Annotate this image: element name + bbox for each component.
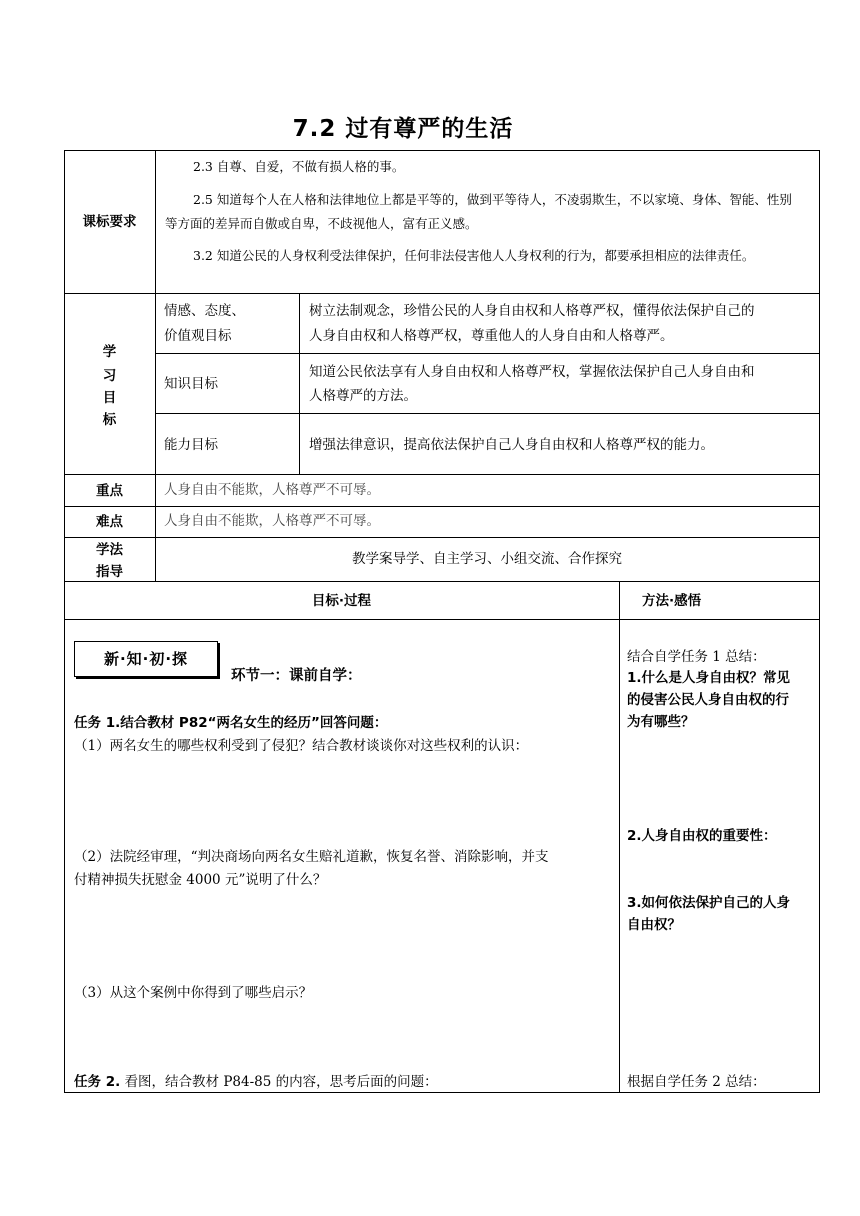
difficulty-label: 难点 <box>96 514 123 530</box>
key-point-text: 人身自由不能欺，人格尊严不可辱。 <box>164 482 380 498</box>
goal-name-ability: 能力目标 <box>164 437 218 453</box>
process-header-right: 方法·感悟 <box>642 593 702 609</box>
table-divider <box>64 474 820 475</box>
curriculum-item: 2.3 自尊、自爱，不做有损人格的事。 <box>193 159 405 174</box>
table-divider <box>155 413 820 414</box>
goal-name-knowledge: 知识目标 <box>164 376 218 392</box>
table-border-left <box>64 150 65 1093</box>
goal-name-emotion: 情感、态度、 <box>164 303 245 319</box>
goal-text-knowledge: 知道公民依法享有人身自由权和人格尊严权，掌握依法保护自己人身自由和 <box>309 364 755 380</box>
task1-question-1: （1）两名女生的哪些权利受到了侵犯？结合教材谈谈你对这些权利的认识： <box>74 738 529 754</box>
table-divider <box>64 293 820 294</box>
task2-title <box>74 1070 438 1094</box>
task1-question-2: （2）法院经审理，“判决商场向两名女生赔礼道歉，恢复名誉、消除影响，并支 <box>74 849 549 865</box>
method-label: 指导 <box>96 564 123 580</box>
table-column-divider <box>299 293 300 474</box>
table-divider <box>64 537 820 538</box>
method-text: 教学案导学、自主学习、小组交流、合作探究 <box>352 551 622 567</box>
curriculum-item: 2.5 知道每个人在人格和法律地位上都是平等的，做到平等待人，不凌弱欺生，不以家境、身体、智能、性别 <box>193 192 792 207</box>
table-border-right <box>819 150 820 1093</box>
method-label: 学法 <box>96 542 123 558</box>
task1-question-3: （3）从这个案例中你得到了哪些启示？ <box>74 985 313 1001</box>
difficulty-text: 人身自由不能欺，人格尊严不可辱。 <box>164 513 380 529</box>
goal-text-ability: 增强法律意识，提高依法保护自己人身自由权和人格尊严权的能力。 <box>309 437 714 453</box>
summary-question-3: 3.如何依法保护自己的人身 <box>627 895 791 911</box>
goals-label: 习 <box>102 368 117 384</box>
task1-question-2: 付精神损失抚慰金 4000 元”说明了什么？ <box>74 872 327 888</box>
goal-text-emotion: 树立法制观念，珍惜公民的人身自由权和人格尊严权，懂得依法保护自己的 <box>309 303 755 319</box>
task2-title-bold: 任务 2. <box>74 1074 121 1090</box>
goal-text-knowledge: 人格尊严的方法。 <box>309 388 417 404</box>
summary-question-1: 为有哪些？ <box>627 714 695 730</box>
curriculum-item: 3.2 知道公民的人身权利受法律保护，任何非法侵害他人人身权利的行为，都要承担相应的法律责任。 <box>193 248 755 263</box>
table-border-top <box>64 150 820 151</box>
summary-question-1: 1.什么是人身自由权？常见 <box>627 670 791 686</box>
goal-name-emotion: 价值观目标 <box>164 328 232 344</box>
goals-label: 学 <box>102 344 117 360</box>
table-divider <box>64 619 820 620</box>
summary-intro-1: 结合自学任务 1 总结： <box>627 649 766 665</box>
section-heading: 环节一：课前自学： <box>231 668 362 684</box>
page-title: 7.2 过有尊严的生活 <box>292 116 514 142</box>
table-column-divider <box>155 150 156 581</box>
summary-question-1: 的侵害公民人身自由权的行 <box>627 692 789 708</box>
curriculum-label: 课标要求 <box>82 214 137 230</box>
table-divider <box>155 353 820 354</box>
task2-title-rest: 看图，结合教材 P84-85 的内容，思考后面的问题： <box>120 1074 438 1090</box>
new-knowledge-label: 新·知·初·探 <box>103 650 189 668</box>
table-divider <box>64 581 820 582</box>
goals-label: 标 <box>102 412 117 428</box>
curriculum-item: 等方面的差异而自傲或自卑，不歧视他人，富有正义感。 <box>165 216 478 231</box>
summary-intro-2: 根据自学任务 2 总结： <box>627 1074 766 1090</box>
goal-text-emotion: 人身自由权和人格尊严权，尊重他人的人身自由和人格尊严。 <box>309 328 674 344</box>
new-knowledge-box <box>74 641 218 677</box>
table-divider <box>64 506 820 507</box>
summary-question-3: 自由权？ <box>627 917 681 933</box>
key-point-label: 重点 <box>96 483 123 499</box>
table-column-divider <box>619 581 620 1093</box>
summary-question-2: 2.人身自由权的重要性： <box>627 828 777 844</box>
goals-label: 目 <box>102 390 117 406</box>
task1-title: 任务 1.结合教材 P82“两名女生的经历”回答问题： <box>74 715 388 731</box>
process-header-left: 目标·过程 <box>311 593 372 609</box>
